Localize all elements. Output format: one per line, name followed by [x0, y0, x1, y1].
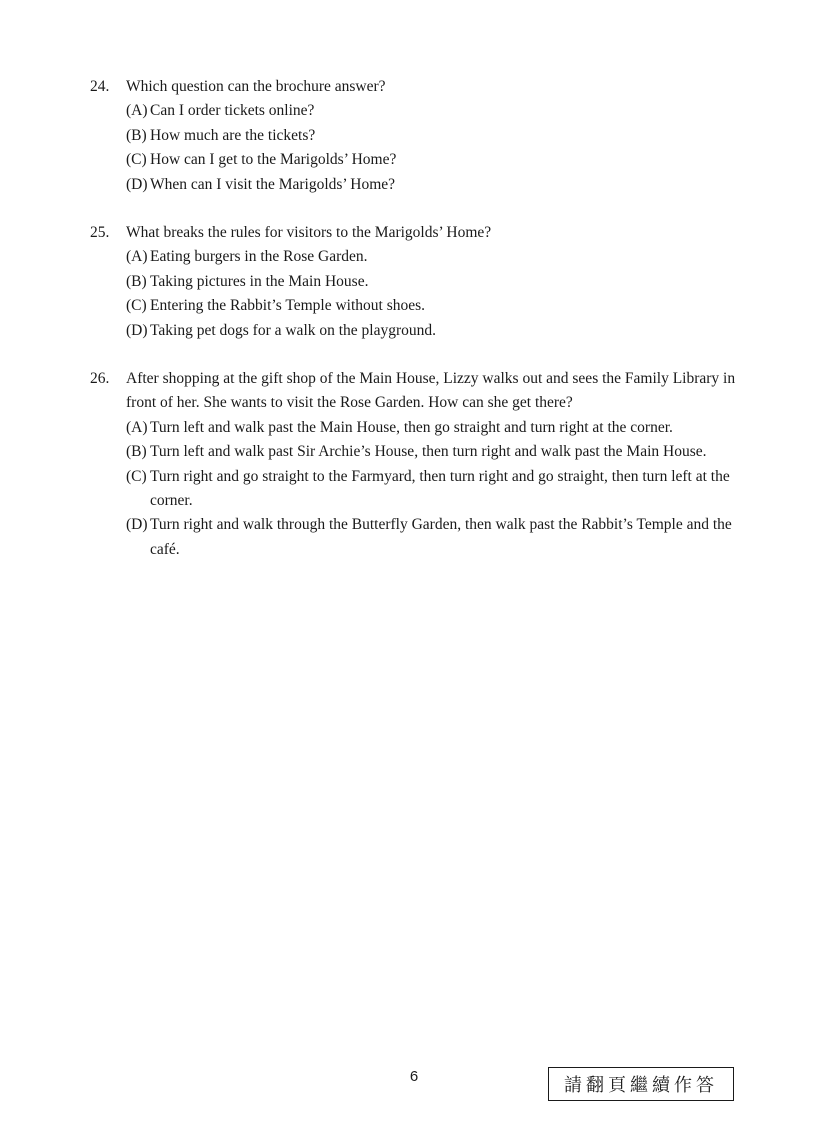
- option-c: [126, 465, 750, 514]
- option-text: How can I get to the Marigolds’ Home?: [150, 151, 397, 169]
- option-d: [126, 513, 750, 562]
- option-b: [126, 440, 750, 464]
- option-text: Turn left and walk past the Main House, then go straight and turn right at the corner.: [150, 418, 673, 436]
- question-stem: [90, 75, 750, 99]
- option-letter: (B): [126, 443, 147, 461]
- option-c: [126, 294, 750, 318]
- option-letter: (D): [126, 516, 148, 534]
- option-a: [126, 416, 750, 440]
- option-text: Eating burgers in the Rose Garden.: [150, 248, 368, 266]
- option-b: [126, 124, 750, 148]
- option-text: How much are the tickets?: [150, 126, 316, 144]
- option-letter: (B): [126, 126, 147, 144]
- question-25: [90, 221, 750, 343]
- question-text: What breaks the rules for visitors to the Marigolds’ Home?: [126, 224, 492, 241]
- question-26: [90, 367, 750, 562]
- option-text: Can I order tickets online?: [150, 102, 315, 120]
- option-text: Turn right and go straight to the Farmyard, then turn right and go straight, then turn left at the corner.: [150, 467, 730, 510]
- option-text: Entering the Rabbit’s Temple without shoes.: [150, 297, 426, 315]
- question-number: 24.: [90, 78, 110, 95]
- question-text: After shopping at the gift shop of the Main House, Lizzy walks out and sees the Family Library in front of her. She wants to visit the Rose Garden. How can she get there?: [126, 370, 736, 412]
- option-letter: (D): [126, 321, 148, 339]
- question-number: 25.: [90, 224, 110, 241]
- option-text: Taking pet dogs for a walk on the playground.: [150, 321, 437, 339]
- option-d: [126, 173, 750, 197]
- question-text: Which question can the brochure answer?: [126, 78, 386, 95]
- option-c: [126, 148, 750, 172]
- option-text: When can I visit the Marigolds’ Home?: [150, 175, 396, 193]
- option-d: [126, 319, 750, 343]
- question-number: 26.: [90, 370, 110, 387]
- option-letter: (C): [126, 297, 147, 315]
- option-letter: (D): [126, 175, 148, 193]
- option-letter: (B): [126, 272, 147, 290]
- option-text: Taking pictures in the Main House.: [150, 272, 369, 290]
- page-number: 6: [409, 1068, 419, 1085]
- option-text: Turn right and walk through the Butterfly Garden, then walk past the Rabbit’s Temple and the café.: [150, 516, 732, 558]
- turn-page-box: [548, 1067, 734, 1101]
- turn-page-text: 請翻頁繼續作答: [564, 1075, 718, 1096]
- option-b: [126, 270, 750, 294]
- question-stem: [90, 221, 750, 245]
- question-stem: [90, 367, 750, 416]
- option-letter: (C): [126, 151, 147, 169]
- option-letter: (A): [126, 102, 148, 120]
- option-a: [126, 245, 750, 269]
- option-a: [126, 99, 750, 123]
- option-letter: (C): [126, 467, 147, 485]
- option-letter: (A): [126, 418, 148, 436]
- question-24: [90, 75, 750, 197]
- option-letter: (A): [126, 248, 148, 266]
- option-text: Turn left and walk past Sir Archie’s House, then turn right and walk past the Main House.: [150, 443, 707, 461]
